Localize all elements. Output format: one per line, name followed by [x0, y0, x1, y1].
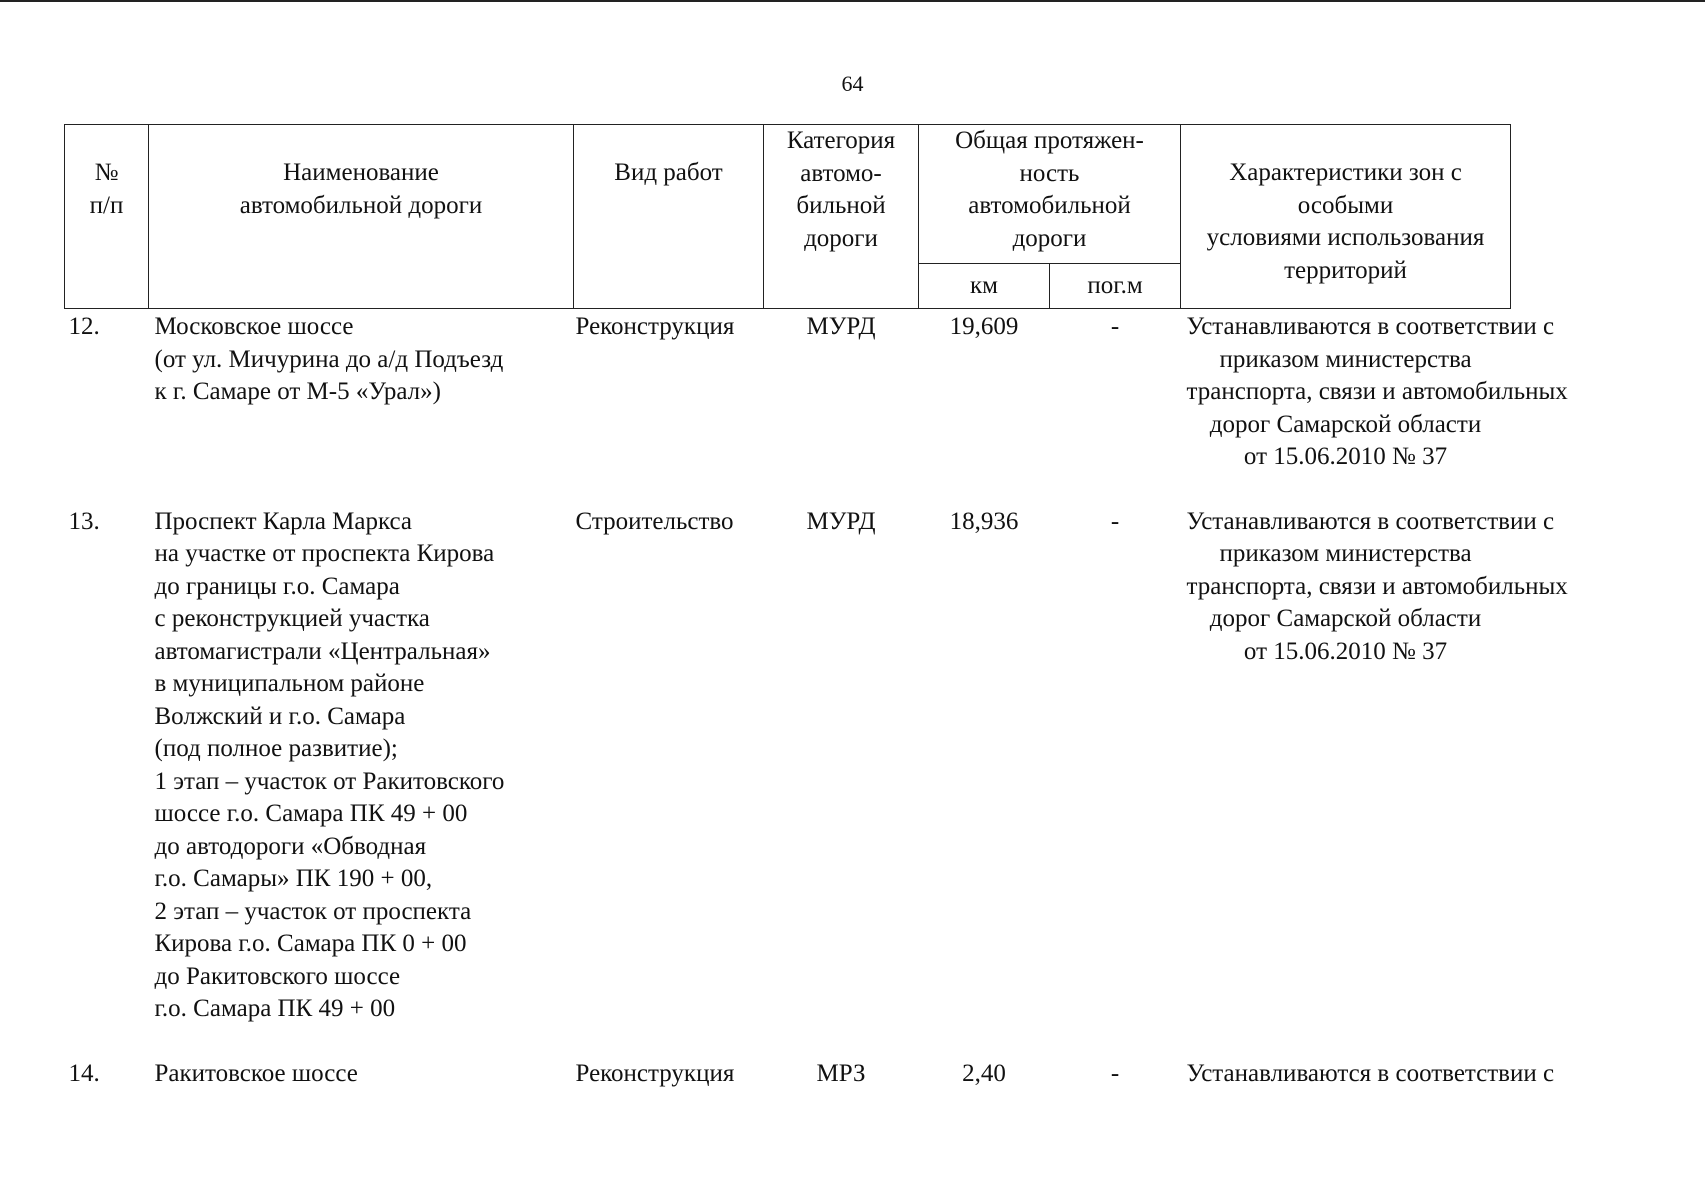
length-pog-m: -: [1110, 1059, 1120, 1087]
roads-table: [64, 124, 1568, 1090]
row-number: 13.: [68, 507, 100, 535]
road-name-line: Ракитовское шоссе: [154, 1059, 358, 1087]
road-name-line: до автодороги «Обводная: [154, 832, 427, 860]
characteristics-line: Устанавливаются в соответствии с: [1186, 1059, 1555, 1087]
road-name-line: г.о. Самара ПК 49 + 00: [154, 995, 396, 1022]
road-category: МУРД: [806, 507, 876, 535]
road-name-line: 2 этап – участок от проспекта: [154, 897, 472, 925]
header-km: км: [919, 264, 1050, 309]
header-length-line: ность: [1019, 159, 1080, 187]
work-type: Реконструкция: [575, 313, 735, 340]
characteristics-line: дорог Самарской области: [1209, 605, 1482, 632]
header-characteristics-line: территорий: [1284, 256, 1407, 284]
header-total-length: [919, 125, 1181, 264]
road-name: [149, 309, 574, 504]
header-road-category: [764, 125, 919, 309]
header-num-line: №: [94, 159, 119, 186]
page-number: 64: [841, 71, 864, 96]
length-pog-m: -: [1110, 507, 1120, 535]
characteristics-line: приказом министерства: [1219, 345, 1472, 373]
road-name-line: Кирова г.о. Самара ПК 0 + 00: [154, 930, 467, 957]
road-name-line: 1 этап – участок от Ракитовского: [154, 767, 505, 795]
road-name: [149, 1056, 574, 1091]
road-name-line: к г. Самаре от М-5 «Урал»): [154, 378, 441, 405]
table-header: [65, 125, 1511, 309]
length-km: 19,609: [949, 313, 1019, 340]
header-category-line: автомо-: [800, 159, 882, 187]
header-length-line: Общая протяжен-: [955, 127, 1144, 154]
road-category: МРЗ: [816, 1059, 866, 1087]
header-characteristics-line: Характеристики зон с особыми: [1229, 159, 1462, 219]
row-number: 12.: [68, 313, 100, 340]
characteristics-line: транспорта, связи и автомобильных: [1186, 572, 1568, 600]
road-name-line: в муниципальном районе: [154, 670, 425, 697]
header-work-type: [574, 125, 764, 309]
characteristics-line: дорог Самарской области: [1209, 410, 1482, 438]
header-pog-m: пог.м: [1050, 264, 1181, 309]
characteristics-line: Устанавливаются в соответствии с: [1186, 313, 1555, 340]
header-road-name-line: Наименование: [283, 159, 439, 186]
characteristics-line: транспорта, связи и автомобильных: [1186, 378, 1568, 405]
header-zone-characteristics: [1181, 125, 1511, 309]
zone-characteristics: [1181, 504, 1568, 1056]
header-characteristics-line: условиями использования: [1206, 224, 1485, 251]
road-name-line: (от ул. Мичурина до а/д Подъезд: [154, 345, 504, 373]
road-name-line: г.о. Самары» ПК 190 + 00,: [154, 865, 433, 892]
header-road-name: [149, 125, 574, 309]
header-length-line: автомобильной: [968, 192, 1131, 219]
table-body: [65, 309, 1568, 1091]
characteristics-line: Устанавливаются в соответствии с: [1186, 507, 1555, 535]
road-category: МУРД: [806, 313, 876, 340]
work-type: Реконструкция: [575, 1059, 735, 1087]
road-name-line: до границы г.о. Самара: [154, 572, 400, 600]
length-km: 2,40: [962, 1059, 1006, 1087]
road-name-line: до Ракитовского шоссе: [154, 962, 401, 990]
header-category-line: Категория: [786, 127, 896, 154]
road-name-line: автомагистрали «Центральная»: [154, 637, 491, 665]
top-border-line: [0, 0, 1705, 2]
header-category-line: бильной: [796, 192, 886, 219]
header-length-line: дороги: [1012, 224, 1087, 252]
road-name-line: Волжский и г.о. Самара: [154, 702, 406, 730]
road-name-line: с реконструкцией участка: [154, 605, 430, 632]
table-row: [65, 1056, 1511, 1091]
length-pog-m: -: [1110, 313, 1120, 340]
work-type: Строительство: [575, 507, 734, 535]
road-name-line: Проспект Карла Маркса: [154, 507, 413, 535]
header-num: [65, 125, 149, 309]
road-name-line: Московское шоссе: [154, 313, 354, 340]
zone-characteristics: [1181, 309, 1568, 504]
header-num-line: п/п: [89, 191, 124, 219]
characteristics-line: от 15.06.2010 № 37: [1243, 443, 1448, 470]
road-name-line: на участке от проспекта Кирова: [154, 540, 495, 567]
table-row: [65, 309, 1511, 504]
road-name-line: шоссе г.о. Самара ПК 49 + 00: [154, 800, 468, 827]
header-road-name-line: автомобильной дороги: [239, 191, 483, 219]
header-category-line: дороги: [804, 224, 878, 252]
road-name: [149, 504, 574, 1056]
header-work-type-line: Вид работ: [614, 159, 723, 186]
road-name-line: (под полное развитие);: [154, 735, 398, 762]
table-row: [65, 504, 1511, 1056]
zone-characteristics: [1181, 1056, 1555, 1091]
length-km: 18,936: [949, 507, 1019, 535]
row-number: 14.: [68, 1059, 100, 1087]
characteristics-line: приказом министерства: [1219, 540, 1472, 567]
characteristics-line: от 15.06.2010 № 37: [1243, 637, 1448, 665]
